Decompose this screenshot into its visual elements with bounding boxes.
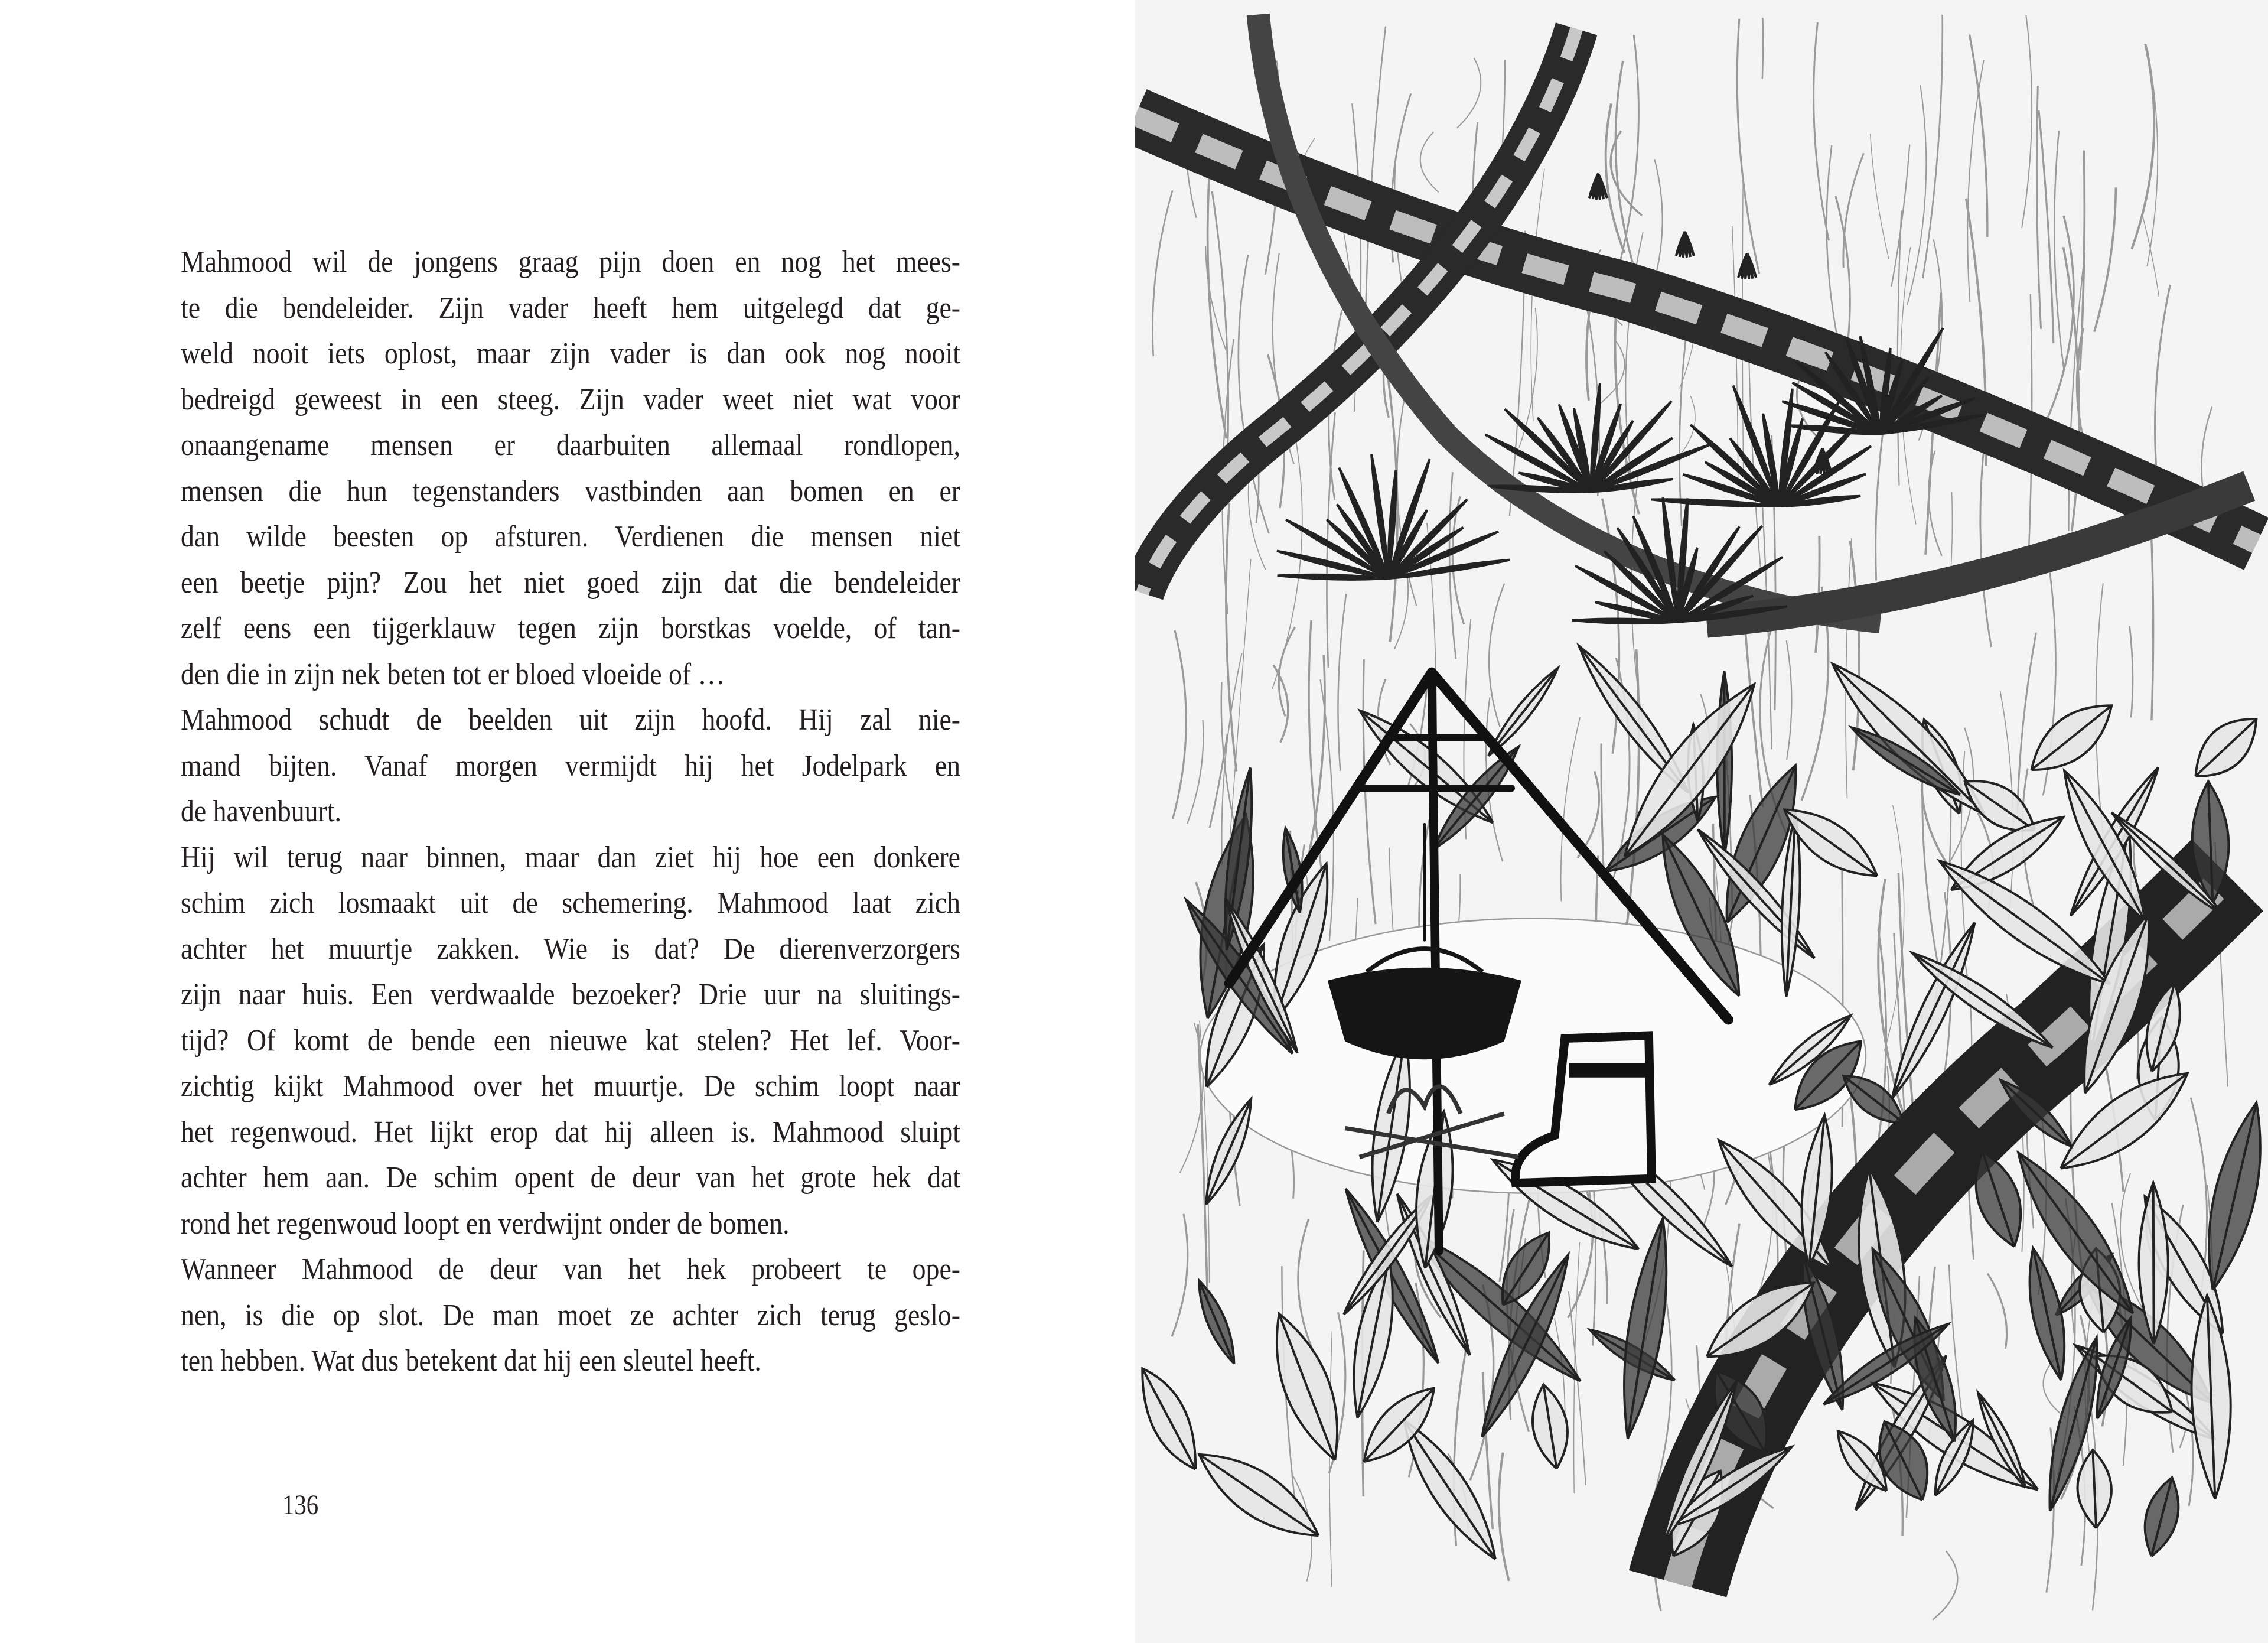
text-line: een beetje pijn? Zou het niet goed zijn dat die bendeleider: [181, 565, 960, 600]
pencil-stroke: [1762, 18, 1763, 79]
page-number: 136: [282, 1489, 319, 1521]
text-line: zelf eens een tijgerklauw tegen zijn borstkas voelde, of tan-: [181, 611, 960, 645]
pencil-stroke: [1187, 720, 1203, 824]
pencil-stroke: [1457, 58, 1481, 128]
text-line: achter hem aan. De schim opent de deur van het grote hek dat: [181, 1161, 960, 1195]
pencil-stroke: [2142, 213, 2159, 297]
leaf: [1976, 1151, 2021, 1247]
text-line: nen, is die op slot. De man moet ze achter zich terug geslo-: [181, 1298, 960, 1332]
pencil-stroke: [1871, 134, 1889, 259]
pencil-stroke: [2094, 187, 2116, 331]
leaf: [1832, 663, 1984, 814]
pencil-stroke: [1420, 132, 1439, 192]
leaf: [1206, 1099, 1251, 1205]
text-line: te die bendeleider. Zijn vader heeft hem uitgelegd dat ge-: [181, 291, 960, 325]
text-line: Wanneer Mahmood de deur van het hek probeert te ope-: [181, 1252, 960, 1286]
text-line: schim zich losmaakt uit de schemering. Mahmood laat zich: [181, 886, 960, 920]
text-line: Hij wil terug naar binnen, maar dan ziet hij hoe een donkere: [181, 840, 960, 874]
text-line: tijd? Of komt de bende een nieuwe kat stelen? Het lef. Voor-: [181, 1023, 960, 1058]
text-line: rond het regenwoud loopt en verdwijnt onder de bomen.: [181, 1206, 790, 1241]
text-line: dan wilde beesten op afsturen. Verdienen die mensen niet: [181, 520, 960, 554]
pencil-stroke: [2039, 110, 2054, 343]
pencil-stroke: [2047, 216, 2074, 421]
jungle-illustration: [1135, 0, 2268, 1643]
text-line: Mahmood schudt de beelden uit zijn hoofd. Hij zal nie-: [181, 703, 960, 737]
leaf: [1404, 1420, 1495, 1559]
pencil-stroke: [1737, 19, 1759, 274]
pencil-stroke: [1601, 743, 1604, 881]
body-text: [181, 239, 960, 1384]
text-line: Mahmood wil de jongens graag pijn doen en nog het mees-: [181, 245, 960, 279]
pencil-stroke: [1173, 630, 1187, 819]
leaf: [2195, 719, 2256, 776]
leaf: [2031, 705, 2111, 770]
leaf: [1199, 1280, 1234, 1364]
pencil-stroke: [1212, 191, 1228, 470]
leaf: [1142, 1368, 1195, 1469]
leaf: [1199, 1455, 1318, 1535]
leaf: [2209, 1102, 2260, 1290]
pencil-stroke: [1329, 1331, 1332, 1587]
pencil-stroke: [1152, 190, 1172, 356]
pencil-stroke: [1569, 1291, 1586, 1485]
leaf: [1488, 668, 1557, 756]
text-line: bedreigd geweest in een steeg. Zijn vader weet niet wat voor: [181, 382, 960, 417]
pencil-stroke: [1489, 584, 1504, 727]
text-line: weld nooit iets oplost, maar zijn vader is dan ook nog nooit: [181, 337, 960, 370]
text-line: achter het muurtje zakken. Wie is dat? De dierenverzorgers: [181, 932, 960, 966]
pencil-stroke: [1338, 594, 1346, 771]
pencil-stroke: [1366, 27, 1386, 311]
leaf: [2030, 1248, 2065, 1380]
pencil-stroke: [2022, 15, 2032, 228]
pencil-stroke: [1787, 640, 1792, 760]
pencil-stroke: [2054, 131, 2064, 369]
pencil-stroke: [1679, 316, 1688, 526]
leaf: [2145, 1478, 2179, 1556]
leaf: [2192, 1296, 2231, 1499]
pencil-stroke: [1597, 340, 1624, 406]
text-line: ten hebben. Wat dus betekent dat hij een sleutel heeft.: [181, 1344, 761, 1378]
text-line: den die in zijn nek beten tot er bloed vloeide of …: [181, 657, 725, 691]
text-line: mand bijten. Vanaf morgen vermijdt hij het Jodelpark en: [181, 749, 960, 783]
pencil-stroke: [1846, 538, 1852, 799]
pencil-stroke: [1239, 255, 1269, 533]
pencil-stroke: [1210, 734, 1227, 828]
pencil-stroke: [1933, 1551, 1957, 1620]
leaf: [1533, 1384, 1568, 1468]
pencil-stroke: [1180, 1023, 1203, 1173]
text-line: zichtig kijkt Mahmood over het muurtje. De schim loopt naar: [181, 1069, 960, 1103]
pencil-stroke: [1499, 1453, 1509, 1581]
pencil-stroke: [1922, 765, 1939, 970]
pencil-stroke: [1226, 503, 1237, 772]
text-line: het regenwoud. Het lijkt erop dat hij alleen is. Mahmood sluipt: [181, 1115, 960, 1149]
pencil-stroke: [2130, 626, 2133, 718]
pencil-stroke: [1987, 1274, 2006, 1349]
leaf: [2061, 1073, 2188, 1169]
leaf: [1624, 1218, 1666, 1439]
pencil-stroke: [2155, 285, 2171, 483]
text-line: mensen die hun tegenstanders vastbinden aan bomen en er: [181, 474, 960, 508]
text-line: de havenbuurt.: [181, 795, 341, 828]
pencil-stroke: [1327, 412, 1335, 668]
pencil-stroke: [1681, 396, 1695, 454]
text-line: zijn naar huis. Een verdwaalde bezoeker? Drie uur na sluitings-: [181, 978, 960, 1011]
pencil-stroke: [1561, 717, 1581, 901]
pencil-stroke: [2018, 633, 2036, 816]
illustration-page: [1135, 0, 2268, 1643]
pencil-stroke: [1172, 1214, 1188, 1336]
pencil-stroke: [1891, 145, 1909, 287]
pencil-stroke: [1970, 35, 1987, 237]
text-line: onaangename mensen er daarbuiten allemaal rondlopen,: [181, 428, 960, 462]
